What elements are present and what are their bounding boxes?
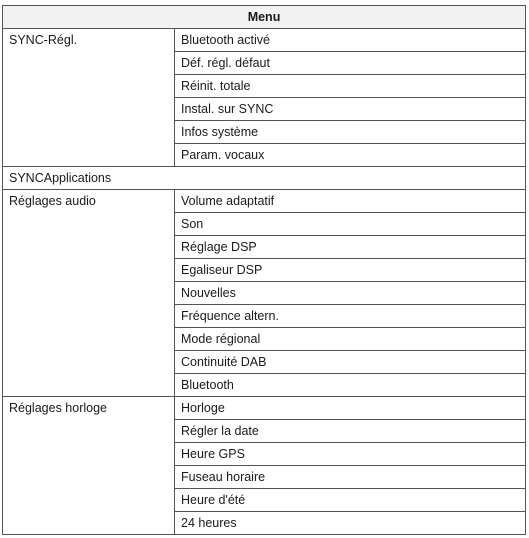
menu-item: Nouvelles bbox=[175, 282, 526, 305]
menu-item: Bluetooth bbox=[175, 374, 526, 397]
menu-item: Instal. sur SYNC bbox=[175, 98, 526, 121]
table-row bbox=[3, 190, 526, 213]
menu-item: 24 heures bbox=[175, 512, 526, 535]
menu-item: Fréquence altern. bbox=[175, 305, 526, 328]
group-label-reglages-audio: Réglages audio bbox=[3, 190, 175, 397]
header-row bbox=[3, 6, 526, 29]
menu-item: Heure GPS bbox=[175, 443, 526, 466]
menu-body bbox=[3, 29, 526, 535]
table-row bbox=[3, 167, 526, 190]
menu-item: Continuité DAB bbox=[175, 351, 526, 374]
menu-item: Son bbox=[175, 213, 526, 236]
group-label-syncapplications: SYNCApplications bbox=[3, 167, 526, 190]
table-row bbox=[3, 397, 526, 420]
menu-item: Heure d'été bbox=[175, 489, 526, 512]
group-label-reglages-horloge: Réglages horloge bbox=[3, 397, 175, 535]
menu-item: Déf. régl. défaut bbox=[175, 52, 526, 75]
menu-item: Réglage DSP bbox=[175, 236, 526, 259]
group-label-sync-regl: SYNC-Régl. bbox=[3, 29, 175, 167]
menu-item: Régler la date bbox=[175, 420, 526, 443]
menu-item: Infos système bbox=[175, 121, 526, 144]
menu-item: Horloge bbox=[175, 397, 526, 420]
menu-item: Fuseau horaire bbox=[175, 466, 526, 489]
menu-item: Volume adaptatif bbox=[175, 190, 526, 213]
menu-item: Bluetooth activé bbox=[175, 29, 526, 52]
table-row bbox=[3, 29, 526, 52]
menu-item: Param. vocaux bbox=[175, 144, 526, 167]
table-header: Menu bbox=[3, 6, 526, 29]
menu-table bbox=[2, 5, 526, 535]
menu-item: Réinit. totale bbox=[175, 75, 526, 98]
menu-item: Mode régional bbox=[175, 328, 526, 351]
menu-item: Egaliseur DSP bbox=[175, 259, 526, 282]
